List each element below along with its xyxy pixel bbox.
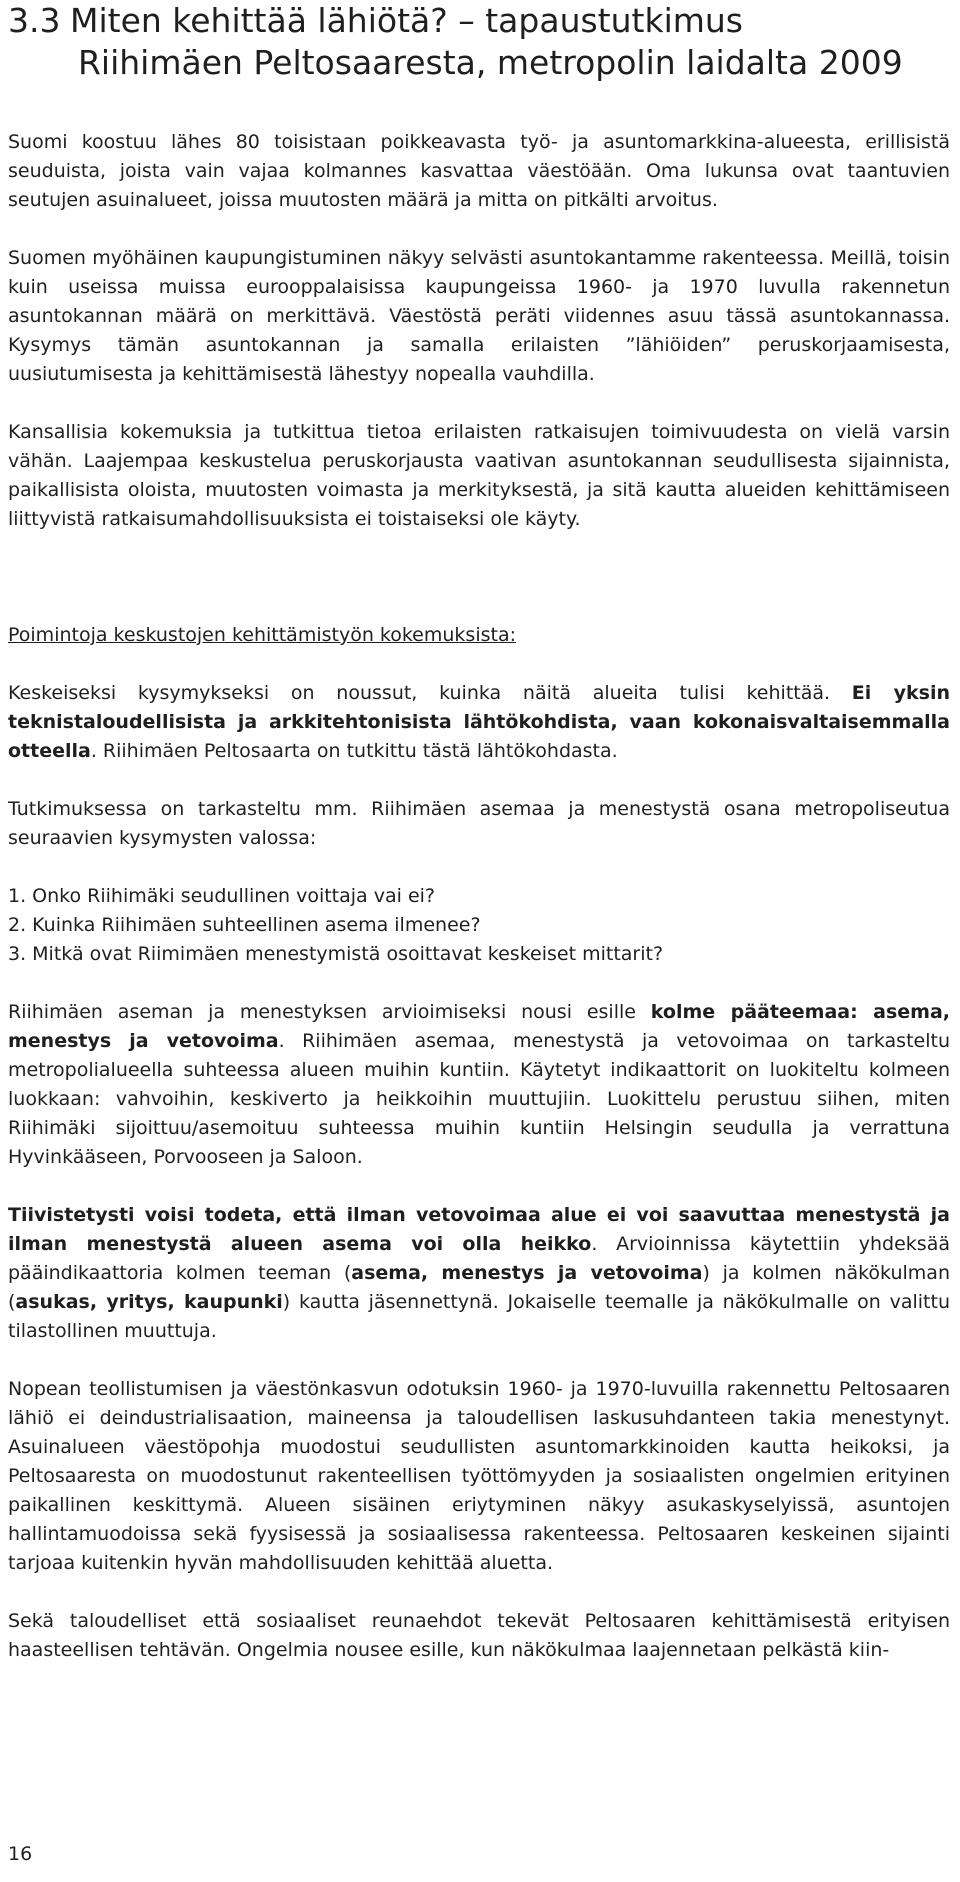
paragraph-6-bold: kolme pääteemaa: asema, menestys ja vetovoima (8, 1001, 950, 1052)
paragraph-7-bold-a: Tiivistetysti voisi todeta, että ilman vetovoimaa alue ei voi saavuttaa menestystä ja ilman menestystä alueen asema voi olla heikko (8, 1204, 950, 1255)
paragraph-3: Kansallisia kokemuksia ja tutkittua tietoa erilaisten ratkaisujen toimivuudesta on vielä varsin vähän. Laajempaa keskustelua peruskorjausta vaativan asuntokannan seudullisesta sijainnista, paikallisista oloista, muutosten voimasta ja merkityksestä, ja sitä kautta alueiden kehittämiseen liittyvistä ratkaisumahdollisuuksista ei toistaiseksi ole käyty. (8, 421, 950, 530)
list-item: 2. Kuinka Riihimäen suhteellinen asema ilmenee? (8, 914, 481, 936)
title-line-1: Miten kehittää lähiötä? – tapaustutkimus (70, 1, 744, 40)
paragraph-5: Tutkimuksessa on tarkasteltu mm. Riihimäen asemaa ja menestystä osana metropoliseutua seuraavien kysymysten valossa: (8, 798, 950, 849)
subheading-paragraph (8, 621, 950, 650)
question-list (8, 882, 950, 969)
paragraph-4 (8, 679, 950, 766)
paragraph-7-bold-e: asukas, yritys, kaupunki (15, 1291, 283, 1313)
paragraph-4-part-a: Keskeiseksi kysymykseksi on noussut, kuinka näitä alueita tulisi kehittää. (8, 682, 852, 704)
section-spacer (8, 563, 950, 621)
paragraph-7-part-b: . Arvioinnissa käytettiin yhdeksää pääindikaattoria kolmen teeman ( (8, 1233, 950, 1284)
paragraph-6 (8, 998, 950, 1172)
paragraph-6-part-c: . Riihimäen asemaa, menestystä ja vetovoimaa on tarkasteltu metropolialueella suhteessa alueen muihin kuntiin. Käytetyt indikaattorit on luokiteltu kolmeen luokkaan: vahvoihin, keskiverto ja heikkoihin muuttujiin. Luokittelu perustuu siihen, miten Riihimäki sijoittuu/asemoituu suhteessa muihin kuntiin Helsingin seudulla ja verrattuna Hyvinkääseen, Porvooseen ja Saloon. (8, 1030, 950, 1168)
paragraph-7 (8, 1201, 950, 1346)
paragraph-4-bold: Ei yksin teknistaloudellisista ja arkkitehtonisista lähtökohdista, vaan kokonaisvaltaisemmalla otteella (8, 682, 950, 762)
paragraph-9: Sekä taloudelliset että sosiaaliset reunaehdot tekevät Peltosaaren kehittämisestä erityisen haasteellisen tehtävän. Ongelmia nousee esille, kun näkökulmaa laajennetaan pelkästä kiin- (8, 1610, 950, 1661)
title-line-2: Riihimäen Peltosaaresta, metropolin laidalta 2009 (78, 43, 903, 82)
paragraph-1: Suomi koostuu lähes 80 toisistaan poikkeavasta työ- ja asuntomarkkina-alueesta, erillisistä seuduista, joista vain vajaa kolmannes kasvattaa väestöään. Oma lukunsa ovat taantuvien seutujen asuinalueet, joissa muutosten määrä ja mitta on pitkälti arvoitus. (8, 131, 950, 211)
page-number: 16 (8, 1843, 33, 1865)
subheading: Poimintoja keskustojen kehittämistyön kokemuksista: (8, 624, 516, 646)
paragraph-8: Nopean teollistumisen ja väestönkasvun odotuksin 1960- ja 1970-luvuilla rakennettu Peltosaaren lähiö ei deindustrialisaation, maineensa ja taloudellisen laskusuhdanteen takia menestynyt. Asuinalueen väestöpohja muodostui seudullisten asuntomarkkinoiden kautta heikoksi, ja Peltosaaresta on muodostunut rakenteellisen työttömyyden ja sosiaalisten ongelmien erityinen paikallinen keskittymä. Alueen sisäinen eriytyminen näkyy asukaskyselyissä, asuntojen hallintamuodoissa sekä fyysisessä ja sosiaalisessa rakenteessa. Peltosaaren keskeinen sijainti tarjoaa kuitenkin hyvän mahdollisuuden kehittää aluetta. (8, 1378, 950, 1574)
paragraph-4-part-c: . Riihimäen Peltosaarta on tutkittu tästä lähtökohdasta. (90, 740, 618, 762)
section-title (8, 0, 903, 84)
list-item: 1. Onko Riihimäki seudullinen voittaja vai ei? (8, 885, 435, 907)
paragraph-7-bold-c: asema, menestys ja vetovoima (351, 1262, 703, 1284)
paragraph-7-part-d: ) ja kolmen näkökulman ( (8, 1262, 950, 1313)
section-number: 3.3 (8, 1, 61, 40)
paragraph-2: Suomen myöhäinen kaupungistuminen näkyy selvästi asuntokantamme rakenteessa. Meillä, toisin kuin useissa muissa eurooppalaisissa kaupungeissa 1960- ja 1970 luvulla rakennetun asuntokannan määrä on merkittävä. Väestöstä peräti viidennes asuu tässä asuntokannassa. Kysymys tämän asuntokannan ja samalla erilaisten ”lähiöiden” peruskorjaamisesta, uusiutumisesta ja kehittämisestä lähestyy nopealla vauhdilla. (8, 247, 950, 385)
paragraph-6-part-a: Riihimäen aseman ja menestyksen arvioimiseksi nousi esille (8, 1001, 651, 1023)
list-item: 3. Mitkä ovat Riimimäen menestymistä osoittavat keskeiset mittarit? (8, 943, 664, 965)
body-text (8, 128, 950, 1694)
paragraph-7-part-f: ) kautta jäsennettynä. Jokaiselle teemalle ja näkökulmalle on valittu tilastollinen muuttuja. (8, 1291, 951, 1342)
